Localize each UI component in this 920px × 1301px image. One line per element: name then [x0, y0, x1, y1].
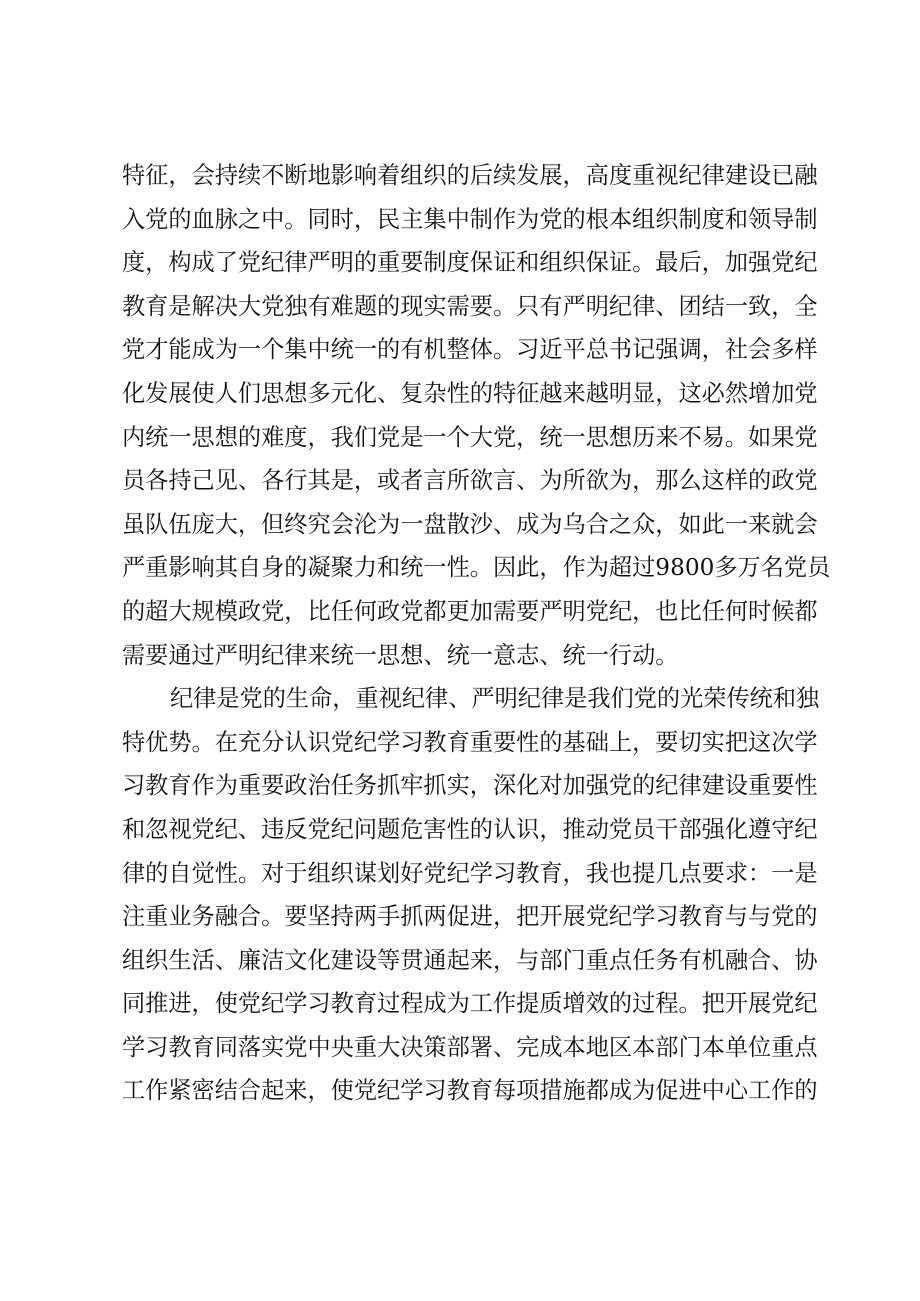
text-line: 工作紧密结合起来，使党纪学习教育每项措施都成为促进中心工作的	[122, 1077, 818, 1105]
text-line: 虽队伍庞大，但终究会沦为一盘散沙、成为乌合之众，如此一来就会	[122, 510, 818, 538]
text-line: 习教育作为重要政治任务抓牢抓实，深化对加强党的纪律建设重要性	[122, 772, 818, 800]
text-line: 同推进，使党纪学习教育过程成为工作提质增效的过程。把开展党纪	[122, 990, 818, 1018]
paragraph-1	[122, 154, 831, 677]
text-line: 党才能成为一个集中统一的有机整体。习近平总书记强调，社会多样	[122, 336, 818, 364]
text-line: 需要通过严明纪律来统一思想、统一意志、统一行动。	[122, 641, 679, 669]
text-line: 律的自觉性。对于组织谋划好党纪学习教育，我也提几点要求：一是	[122, 859, 818, 887]
text-line: 学习教育同落实党中央重大决策部署、完成本地区本部门本单位重点	[122, 1033, 818, 1061]
document-body	[122, 154, 831, 1113]
text-line: 组织生活、廉洁文化建设等贯通起来，与部门重点任务有机融合、协	[122, 946, 818, 974]
text-line: 教育是解决大党独有难题的现实需要。只有严明纪律、团结一致，全	[122, 292, 818, 320]
text-line: 的超大规模政党，比任何政党都更加需要严明党纪，也比任何时候都	[122, 597, 818, 625]
text-line: 注重业务融合。要坚持两手抓两促进，把开展党纪学习教育与与党的	[122, 903, 818, 931]
text-line: 化发展使人们思想多元化、复杂性的特征越来越明显，这必然增加党	[122, 379, 818, 407]
text-line: 员各持己见、各行其是，或者言所欲言、为所欲为，那么这样的政党	[122, 467, 818, 495]
text-line: 入党的血脉之中。同时，民主集中制作为党的根本组织制度和领导制	[122, 205, 818, 233]
text-line: 特征，会持续不断地影响着组织的后续发展，高度重视纪律建设已融	[122, 162, 818, 189]
text-line: 严重影响其自身的凝聚力和统一性。因此，作为超过9800多万名党员	[122, 554, 831, 582]
paragraph-2	[122, 677, 820, 1113]
text-line: 度，构成了党纪律严明的重要制度保证和组织保证。最后，加强党纪	[122, 249, 818, 277]
text-line: 特优势。在充分认识党纪学习教育重要性的基础上，要切实把这次学	[122, 728, 818, 756]
text-line: 纪律是党的生命，重视纪律、严明纪律是我们党的光荣传统和独	[170, 685, 820, 713]
text-line: 内统一思想的难度，我们党是一个大党，统一思想历来不易。如果党	[122, 423, 818, 451]
text-line: 和忽视党纪、违反党纪问题危害性的认识，推动党员干部强化遵守纪	[122, 815, 818, 843]
